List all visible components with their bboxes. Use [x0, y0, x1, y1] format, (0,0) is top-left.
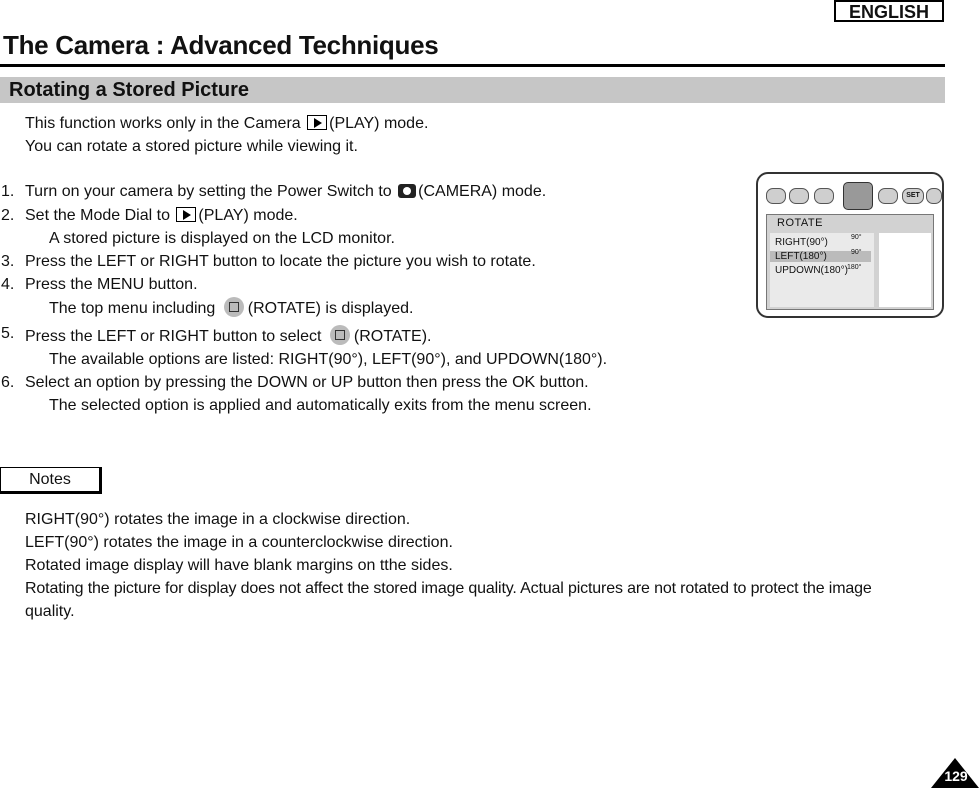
lcd-illustration	[756, 172, 944, 318]
user-icon	[926, 188, 942, 204]
slideshow-icon	[814, 188, 834, 204]
step-1	[25, 183, 546, 201]
print-icon	[878, 188, 898, 204]
page-title: The Camera : Advanced Techniques	[3, 30, 439, 60]
intro-line-2: You can rotate a stored picture while viewing it.	[25, 138, 358, 155]
step-text: Turn on your camera by setting the Power Switch to	[25, 183, 392, 200]
step-text: (CAMERA) mode.	[418, 183, 547, 200]
step-6-number: 6.	[1, 374, 15, 391]
step-4: Press the MENU button.	[25, 276, 198, 293]
step-4-sub	[49, 297, 413, 318]
camera-icon	[398, 184, 416, 198]
lcd-degree-label: 90°	[851, 234, 862, 241]
step-1-number: 1.	[1, 183, 15, 200]
step-text: (PLAY) mode.	[198, 207, 298, 224]
step-text: The top menu including	[49, 300, 216, 317]
lcd-submenu	[766, 214, 934, 310]
lcd-preview-area	[879, 233, 931, 307]
intro-line-1	[25, 115, 428, 133]
protect-icon	[789, 188, 809, 204]
step-6-sub: The selected option is applied and automatically exits from the menu screen.	[49, 397, 592, 414]
note-3: Rotated image display will have blank margins on tthe sides.	[25, 557, 453, 574]
step-text: Set the Mode Dial to	[25, 207, 170, 224]
lcd-option-left: LEFT(180°)	[770, 251, 871, 262]
note-2: LEFT(90°) rotates the image in a counterclockwise direction.	[25, 534, 453, 551]
rotate-icon	[224, 297, 244, 317]
section-title: Rotating a Stored Picture	[9, 79, 250, 101]
step-5-sub: The available options are listed: RIGHT(90°), LEFT(90°), and UPDOWN(180°).	[49, 351, 608, 368]
step-4-number: 4.	[1, 276, 15, 293]
note-1: RIGHT(90°) rotates the image in a clockwise direction.	[25, 511, 411, 528]
step-text: (ROTATE).	[353, 328, 432, 345]
step-text: Press the LEFT or RIGHT button to select	[25, 328, 322, 345]
language-badge: ENGLISH	[834, 0, 944, 22]
step-2-number: 2.	[1, 207, 15, 224]
set-icon: SET	[902, 188, 924, 204]
voice-memo-icon	[766, 188, 786, 204]
step-2	[25, 207, 298, 225]
step-3-number: 3.	[1, 253, 15, 270]
lcd-option-updown: UPDOWN(180°)	[775, 265, 848, 276]
lcd-degree-label: 90°	[851, 249, 862, 256]
intro-text: (PLAY) mode.	[329, 115, 429, 132]
title-divider	[0, 64, 945, 67]
note-4: Rotating the picture for display does not affect the stored image quality. Actual pictures are not rotated to protect the image	[25, 580, 872, 597]
note-4-continued: quality.	[25, 603, 75, 620]
lcd-degree-label: 180°	[847, 264, 862, 271]
lcd-menu-title: ROTATE	[777, 217, 823, 229]
step-text: (ROTATE) is displayed.	[247, 300, 414, 317]
play-icon	[176, 207, 196, 222]
lcd-option-right: RIGHT(90°)	[775, 237, 828, 248]
rotate-icon	[330, 325, 350, 345]
rotate-icon	[843, 182, 873, 210]
notes-label: Notes	[0, 467, 102, 494]
step-3: Press the LEFT or RIGHT button to locate the picture you wish to rotate.	[25, 253, 536, 270]
step-5	[25, 325, 432, 346]
page-number: 129	[944, 768, 968, 784]
intro-text: This function works only in the Camera	[25, 115, 301, 132]
step-2-sub: A stored picture is displayed on the LCD monitor.	[49, 230, 395, 247]
step-5-number: 5.	[1, 325, 15, 342]
lcd-top-menu	[766, 180, 936, 208]
play-icon	[307, 115, 327, 130]
step-6: Select an option by pressing the DOWN or UP button then press the OK button.	[25, 374, 589, 391]
